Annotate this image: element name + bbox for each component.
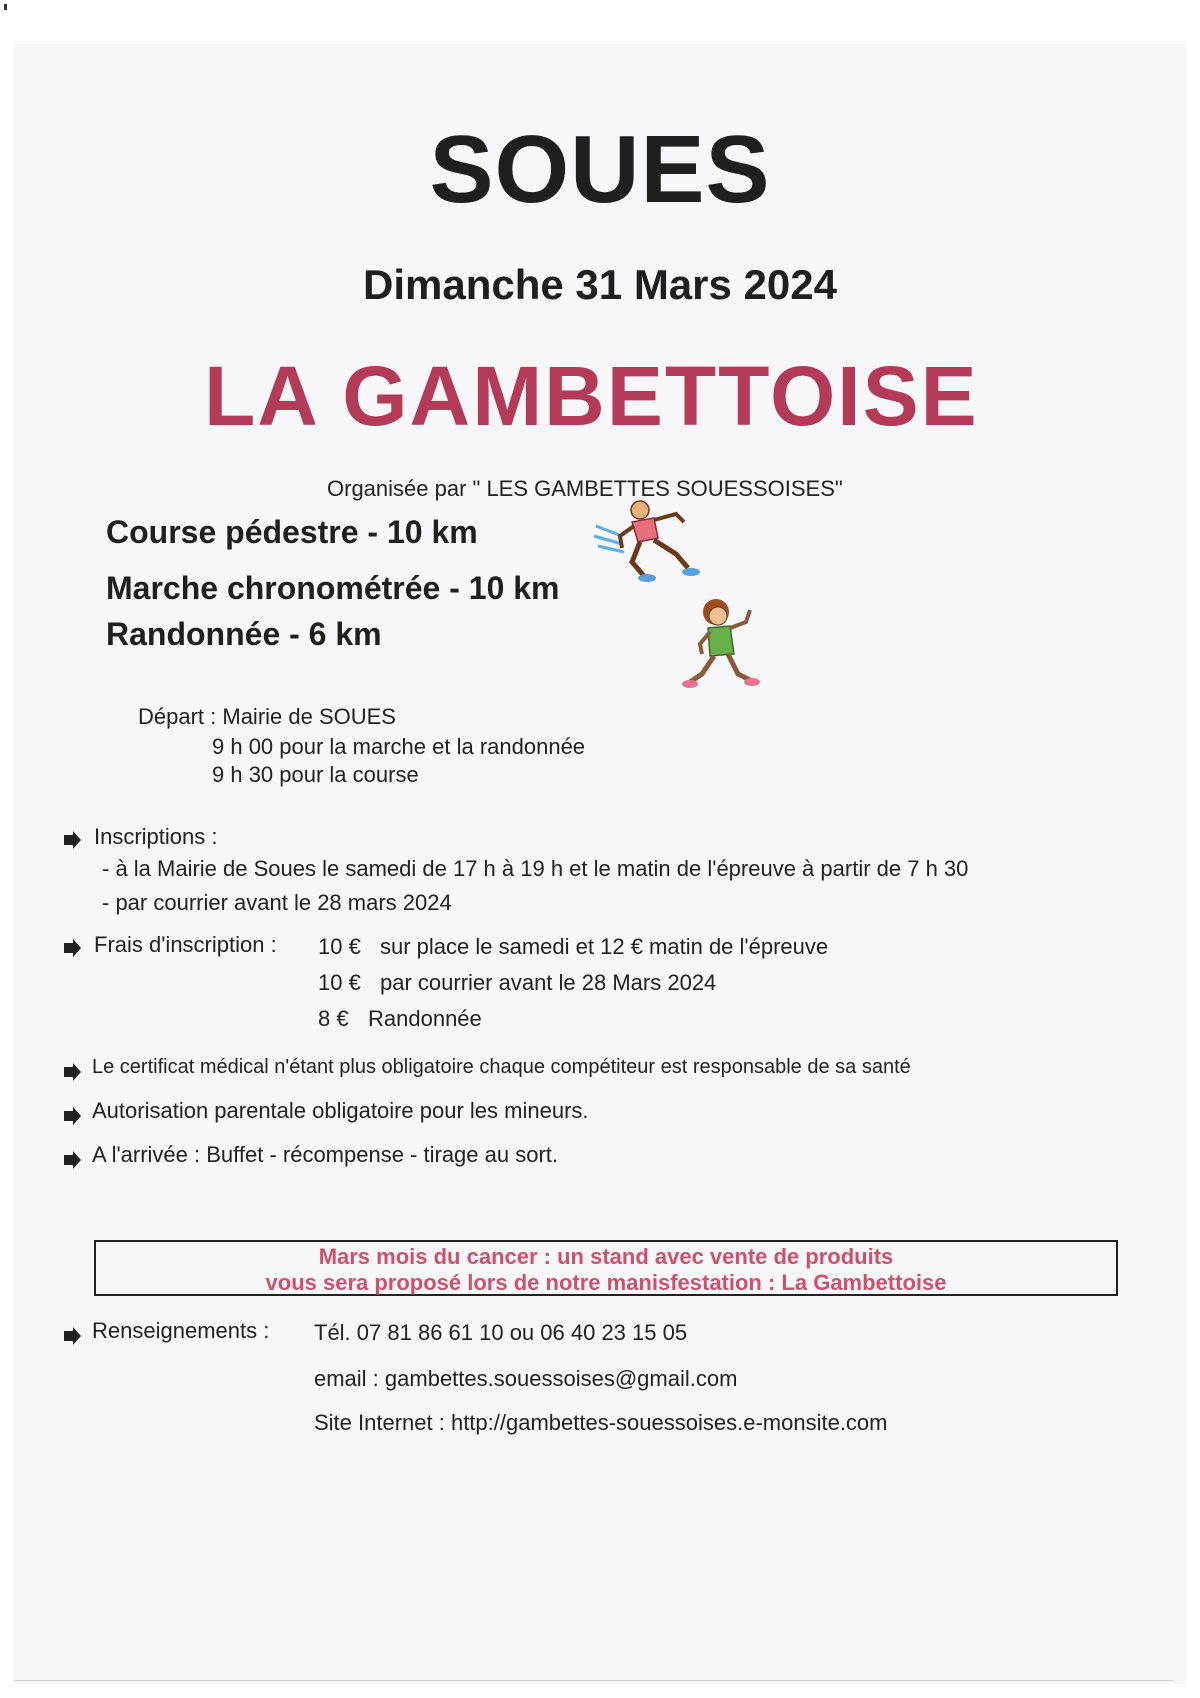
inscriptions-line-courrier: - par courrier avant le 28 mars 2024	[102, 890, 452, 915]
arrow-bullet-icon	[62, 1326, 82, 1346]
fee-desc: Randonnée	[368, 1006, 482, 1031]
arrow-bullet-icon	[62, 1106, 82, 1126]
inscriptions-line-mairie: - à la Mairie de Soues le samedi de 17 h à 19 h et le matin de l'épreuve à partir de 7 h 30	[102, 856, 969, 881]
event-title: LA GAMBETTOISE	[204, 349, 979, 443]
depart-time-walk: 9 h 00 pour la marche et la randonnée	[212, 734, 586, 759]
cancer-notice-line1: Mars mois du cancer : un stand avec vente de produits	[318, 1244, 894, 1269]
arrow-bullet-icon	[62, 938, 82, 958]
walker-icon	[680, 596, 770, 696]
fee-amount: 10 €	[318, 970, 361, 995]
organizer-line: Organisée par " LES GAMBETTES SOUESSOISES"	[327, 476, 843, 501]
contact-email: email : gambettes.souessoises@gmail.com	[314, 1366, 738, 1391]
page-bottom-edge	[14, 1680, 1174, 1681]
city-title: SOUES	[429, 116, 771, 223]
runner-icon	[592, 496, 702, 586]
arrow-bullet-icon	[62, 1062, 82, 1082]
race-marche: Marche chronométrée - 10 km	[106, 570, 560, 606]
cancer-notice-line2: vous sera proposé lors de notre manisfestation : La Gambettoise	[265, 1270, 947, 1295]
depart-time-run: 9 h 30 pour la course	[212, 762, 419, 787]
note-certificat: Le certificat médical n'étant plus obligatoire chaque compétiteur est responsable de sa santé	[92, 1056, 911, 1078]
event-date: Dimanche 31 Mars 2024	[363, 261, 837, 308]
contact-title: Renseignements :	[92, 1318, 270, 1343]
depart-label: Départ : Mairie de SOUES	[138, 704, 396, 729]
fees-title: Frais d'inscription :	[94, 932, 277, 957]
cancer-notice-box	[94, 1240, 1118, 1296]
race-randonnee: Randonnée - 6 km	[106, 616, 382, 652]
contact-phone: Tél. 07 81 86 61 10 ou 06 40 23 15 05	[314, 1320, 688, 1345]
fee-amount: 10 €	[318, 934, 361, 959]
arrow-bullet-icon	[62, 830, 82, 850]
arrow-bullet-icon	[62, 1150, 82, 1170]
note-arrivee: A l'arrivée : Buffet - récompense - tirage au sort.	[92, 1142, 559, 1167]
inscriptions-title: Inscriptions :	[94, 824, 218, 849]
flyer-page	[14, 44, 1186, 1684]
scan-mark	[4, 4, 7, 10]
contact-site: Site Internet : http://gambettes-souessoises.e-monsite.com	[314, 1410, 888, 1435]
fee-desc: sur place le samedi et 12 € matin de l'épreuve	[380, 934, 829, 959]
note-autorisation: Autorisation parentale obligatoire pour les mineurs.	[92, 1098, 589, 1123]
race-course: Course pédestre - 10 km	[106, 514, 478, 550]
fee-desc: par courrier avant le 28 Mars 2024	[380, 970, 717, 995]
fee-amount: 8 €	[318, 1006, 349, 1031]
